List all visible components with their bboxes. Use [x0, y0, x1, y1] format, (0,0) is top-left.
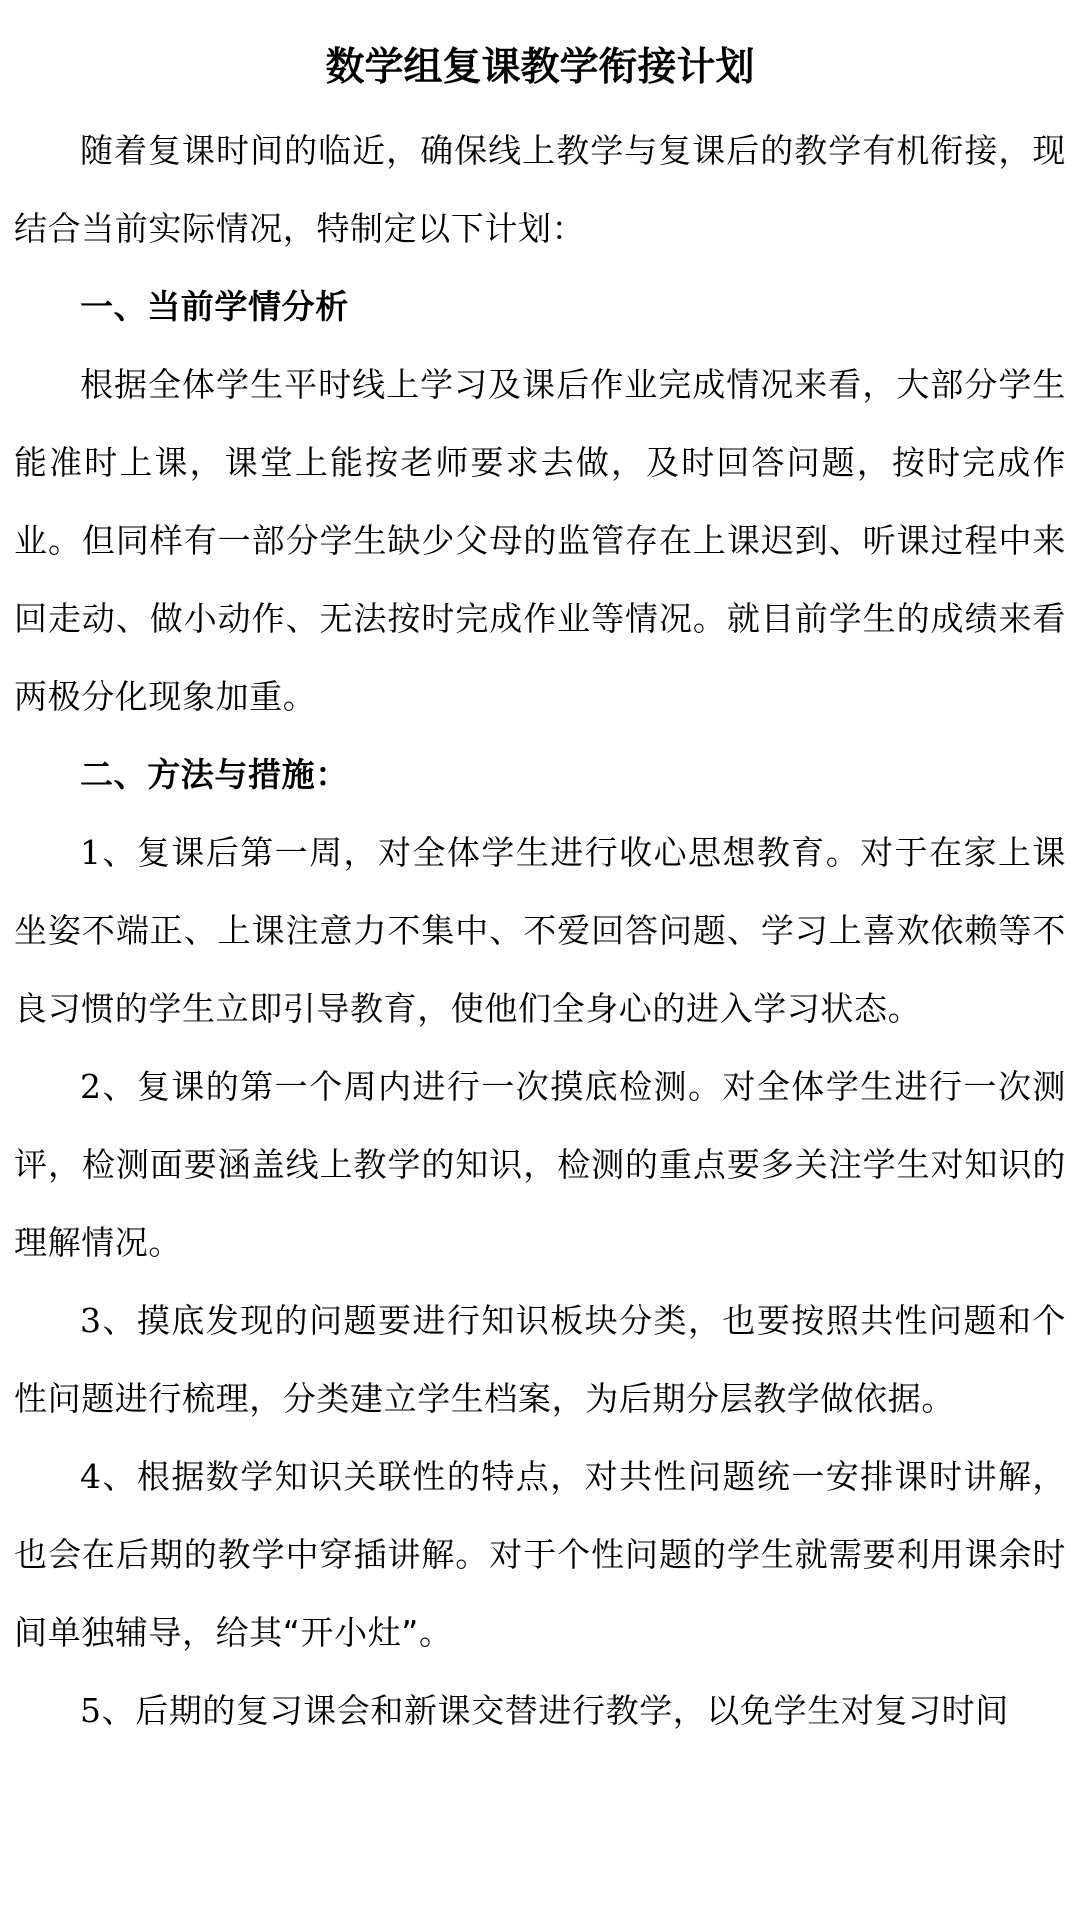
measure-item-text: 、复课的第一个周内进行一次摸底检测。对全体学生进行一次测评，检测面要涵盖线上教学的知识，检测的重点要多关注学生对知识的理解情况。	[14, 1067, 1066, 1262]
measure-item-text: 、摸底发现的问题要进行知识板块分类，也要按照共性问题和个性问题进行梳理，分类建立学生档案，为后期分层教学做依据。	[14, 1301, 1066, 1418]
section1-heading: 一、当前学情分析	[80, 287, 349, 326]
document-title: 数学组复课教学衔接计划	[325, 45, 755, 90]
measure-item-number: 4	[80, 1457, 102, 1496]
measure-item-number: 1	[80, 833, 102, 872]
measure-item-1	[14, 814, 1066, 1048]
measure-item-number: 2	[80, 1067, 102, 1106]
measure-item-text: 、根据数学知识关联性的特点，对共性问题统一安排课时讲解，也会在后期的教学中穿插讲解。对于个性问题的学生就需要利用课余时间单独辅导，给其“开小灶”。	[14, 1457, 1066, 1652]
measure-item-number: 5	[80, 1691, 102, 1730]
section1-body: 根据全体学生平时线上学习及课后作业完成情况来看，大部分学生能准时上课，课堂上能按老师要求去做，及时回答问题，按时完成作业。但同样有一部分学生缺少父母的监管存在上课迟到、听课过程中来回走动、做小动作、无法按时完成作业等情况。就目前学生的成绩来看两极分化现象加重。	[14, 365, 1066, 716]
measure-item-3	[14, 1282, 1066, 1438]
measure-item-text: 、复课后第一周，对全体学生进行收心思想教育。对于在家上课坐姿不端正、上课注意力不集中、不爱回答问题、学习上喜欢依赖等不良习惯的学生立即引导教育，使他们全身心的进入学习状态。	[14, 833, 1066, 1028]
intro-paragraph: 随着复课时间的临近，确保线上教学与复课后的教学有机衔接，现结合当前实际情况，特制定以下计划：	[14, 131, 1066, 248]
measure-item-5	[14, 1672, 1066, 1750]
document-page	[14, 0, 1066, 1920]
measure-item-2	[14, 1048, 1066, 1282]
measure-item-4	[14, 1438, 1066, 1672]
measure-item-number: 3	[80, 1301, 102, 1340]
measure-item-text: 、后期的复习课会和新课交替进行教学，以免学生对复习时间	[101, 1691, 1009, 1730]
section2-heading: 二、方法与措施：	[80, 755, 349, 794]
